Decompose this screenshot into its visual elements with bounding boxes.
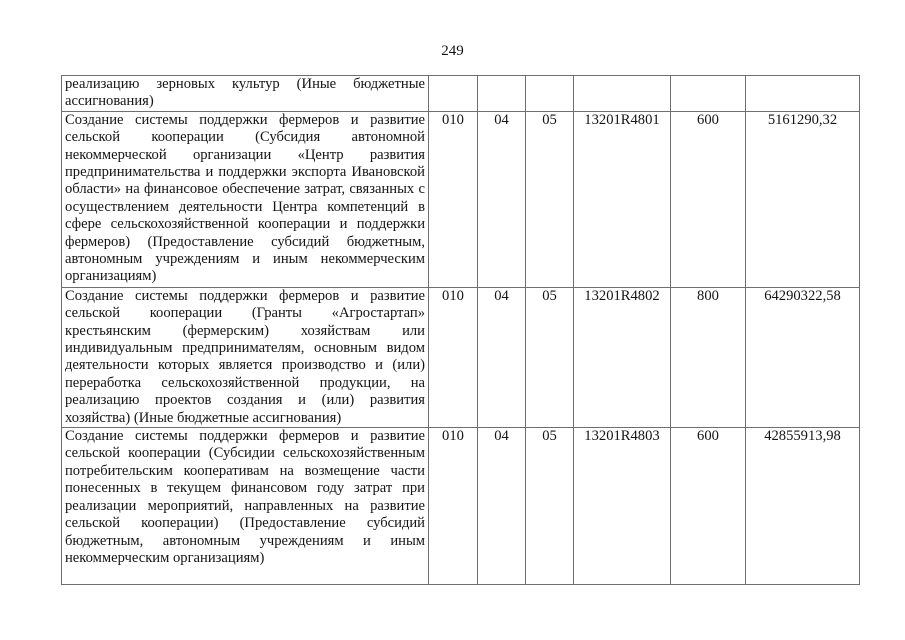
cell-section-code: 04 (478, 287, 526, 427)
cell-subsection-code: 05 (526, 111, 574, 287)
cell-target-item-code: 13201R4802 (574, 287, 671, 427)
cell-subsection-code (526, 76, 574, 112)
cell-grbs-code: 010 (429, 428, 478, 585)
cell-expense-type-code: 600 (671, 428, 746, 585)
cell-section-code: 04 (478, 428, 526, 585)
cell-section-code (478, 76, 526, 112)
table-row (62, 76, 860, 112)
cell-target-item-code: 13201R4803 (574, 428, 671, 585)
table-row (62, 428, 860, 585)
cell-expenditure-name: Создание системы поддержки фермеров и развитие сельской кооперации (Субсидия автономной некоммерческой организации «Центр развития предпринимательства и поддержки экспорта Ивановской области» на финансовое обеспечение затрат, связанных с осуществлением деятельности Центра компетенций в сфере сельскохозяйственной кооперации и поддержки фермеров) (Предоставление субсидий бюджетным, автономным учреждениям и иным некоммерческим организациям) (62, 111, 429, 287)
cell-subsection-code: 05 (526, 428, 574, 585)
cell-grbs-code: 010 (429, 111, 478, 287)
cell-expense-type-code: 600 (671, 111, 746, 287)
cell-expenditure-name: Создание системы поддержки фермеров и развитие сельской кооперации (Гранты «Агростартап» крестьянским (фермерским) хозяйствам или индивидуальным предпринимателям, основным видом деятельности которых является производство и (или) переработка сельскохозяйственной продукции, на реализацию проектов создания и (или) развития хозяйства) (Иные бюджетные ассигнования) (62, 287, 429, 427)
budget-table (61, 75, 860, 585)
cell-expense-type-code: 800 (671, 287, 746, 427)
cell-amount (746, 76, 860, 112)
cell-section-code: 04 (478, 111, 526, 287)
page-number: 249 (441, 43, 464, 59)
cell-amount: 64290322,58 (746, 287, 860, 427)
table-row (62, 111, 860, 287)
cell-grbs-code (429, 76, 478, 112)
cell-expenditure-name: реализацию зерновых культур (Иные бюджетные ассигнования) (62, 76, 429, 112)
cell-target-item-code (574, 76, 671, 112)
table-row (62, 287, 860, 427)
cell-grbs-code: 010 (429, 287, 478, 427)
cell-target-item-code: 13201R4801 (574, 111, 671, 287)
cell-expenditure-name: Создание системы поддержки фермеров и развитие сельской кооперации (Субсидии сельскохозяйственным потребительским кооперативам на возмещение части понесенных в текущем финансовом году затрат при реализации мероприятий, направленных на развитие сельской кооперации) (Предоставление субсидий бюджетным, автономным учреждениям и иным некоммерческим организациям) (62, 428, 429, 585)
cell-amount: 42855913,98 (746, 428, 860, 585)
cell-expense-type-code (671, 76, 746, 112)
cell-amount: 5161290,32 (746, 111, 860, 287)
cell-subsection-code: 05 (526, 287, 574, 427)
